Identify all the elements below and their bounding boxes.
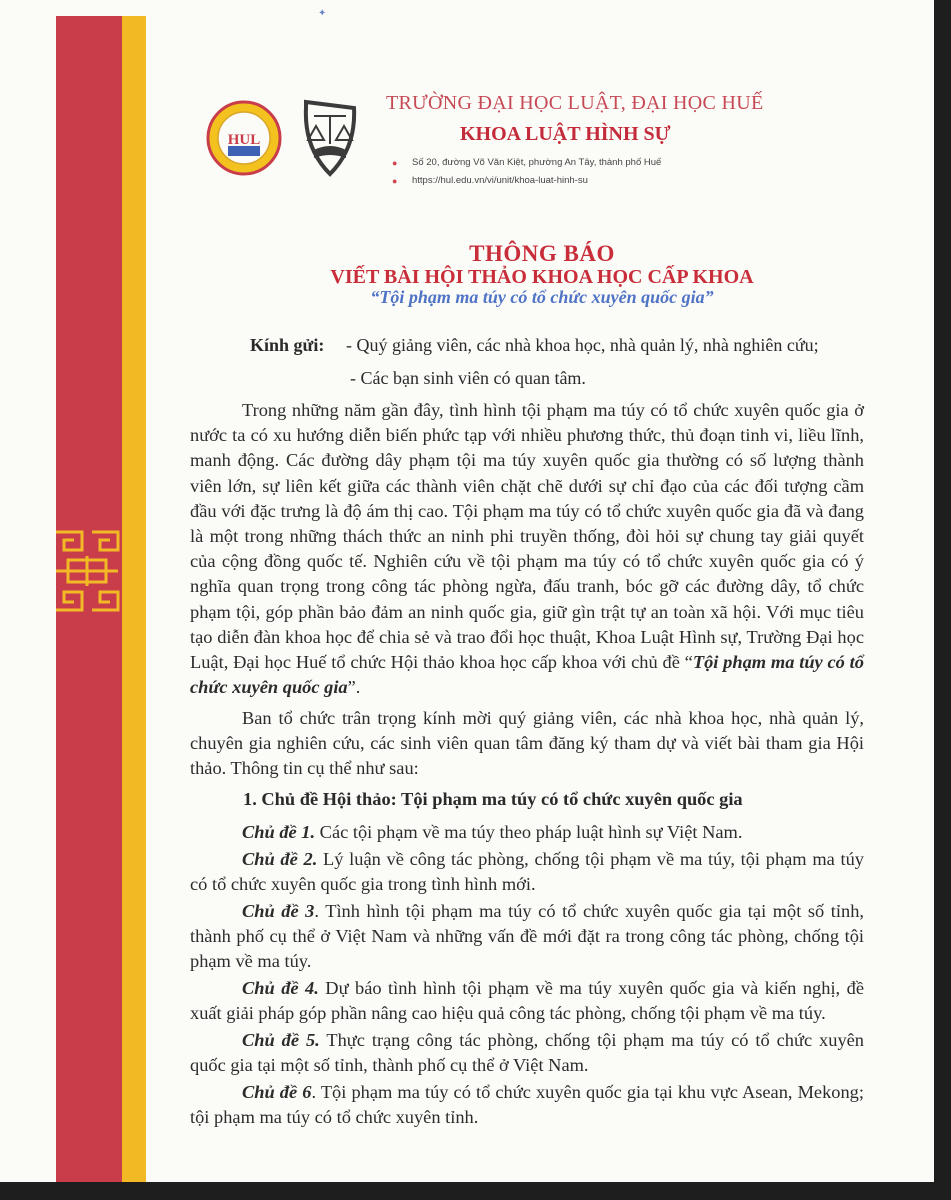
notice-title: THÔNG BÁO xyxy=(469,241,615,266)
recipient-line: - Quý giảng viên, các nhà khoa học, nhà quản lý, nhà nghiên cứu; xyxy=(346,335,819,355)
notice-subtitle: VIẾT BÀI HỘI THẢO KHOA HỌC CẤP KHOA xyxy=(330,266,754,288)
invitation-paragraph xyxy=(190,706,864,782)
yellow-side-stripe xyxy=(122,16,146,1182)
intro-paragraph xyxy=(190,398,864,700)
list-item xyxy=(190,976,864,1026)
hul-logo-text: HUL xyxy=(227,132,261,148)
list-item xyxy=(190,1080,864,1130)
scan-mark: ✦ xyxy=(318,8,327,19)
hul-logo xyxy=(208,102,280,174)
intro-text: Trong những năm gần đây, tình hình tội phạm ma túy có tổ chức xuyên quốc gia ở nước ta có xu hướng diễn biến phức tạp với nhiều phương thức, thủ đoạn tinh vi, liều lĩnh, manh động. Các đường dây phạm tội ma túy xuyên quốc gia thường có số lượng thành viên lớn, sự liên kết giữa các thành viên chặt chẽ dưới sự chỉ đạo của các đối tượng cầm đầu với đặc trưng là độ ám thị cao. Tội phạm ma túy có tổ chức xuyên quốc gia đã và đang là một trong những thách thức an ninh phi truyền thống, đòi hỏi sự chung tay giải quyết của cộng đồng quốc tế. Nghiên cứu về tội phạm ma túy có tổ chức xuyên quốc gia có ý nghĩa quan trọng trong công tác phòng ngừa, đấu tranh, bóc gỡ các đường dây, tổ chức phạm tội, góp phần bảo đảm an ninh quốc gia, giữ gìn trật tự an toàn xã hội. Với mục tiêu tạo diễn đàn khoa học để chia sẻ và trao đổi học thuật, Khoa Luật Hình sự, Trường Đại học Luật, Đại học Huế tổ chức Hội thảo khoa học cấp khoa với chủ đề “ xyxy=(190,400,864,673)
recipients-label: Kính gửi: xyxy=(250,335,325,355)
location-pin-icon: ● xyxy=(392,157,398,168)
list-item xyxy=(190,1028,864,1078)
topic-list xyxy=(190,820,864,1132)
topic-label: Chủ đề 3 xyxy=(242,900,315,921)
faculty-crest-logo xyxy=(306,102,354,174)
recipient-line: - Các bạn sinh viên có quan tâm. xyxy=(350,368,586,388)
topic-text: Dự báo tình hình tội phạm về ma túy xuyên quốc gia và kiến nghị, đề xuất giải pháp góp phần nâng cao hiệu quả công tác phòng, chống tội phạm về ma túy. xyxy=(190,978,864,1024)
topic-text: Lý luận về công tác phòng, chống tội phạm về ma túy, tội phạm ma túy có tổ chức xuyên quốc gia trong tình hình mới. xyxy=(190,848,864,894)
topic-text: Các tội phạm về ma túy theo pháp luật hình sự Việt Nam. xyxy=(315,822,743,842)
website-line xyxy=(392,175,588,186)
topic-label: Chủ đề 5. xyxy=(242,1030,320,1050)
topic-label: Chủ đề 6 xyxy=(242,1082,312,1102)
topic-label: Chủ đề 4. xyxy=(242,978,319,998)
university-logos xyxy=(206,96,366,180)
topic-label: Chủ đề 1. xyxy=(242,822,316,842)
address-line xyxy=(392,157,661,168)
fret-pattern-ornament xyxy=(52,526,122,616)
intro-emphasis: Tội phạm ma túy có tổ chức xuyên quốc gia xyxy=(190,652,864,698)
invitation-text: Ban tổ chức trân trọng kính mời quý giảng viên, các nhà khoa học, nhà quản lý, chuyên gia nghiên cứu, các sinh viên quan tâm đăng ký tham dự và viết bài tham gia Hội thảo. Thông tin cụ thể như sau: xyxy=(190,708,864,779)
topic-text: . Tội phạm ma túy có tổ chức xuyên quốc gia tại khu vực Asean, Mekong; tội phạm ma túy có tổ chức xuyên tỉnh. xyxy=(190,1082,864,1128)
topic-text: . Tình hình tội phạm ma túy có tổ chức xuyên quốc gia tại một số tỉnh, thành phố cụ thể ở Việt Nam và những vấn đề mới đặt ra trong công tác phòng, chống tội phạm về ma túy. xyxy=(190,900,864,972)
list-item xyxy=(190,899,864,975)
topic-label: Chủ đề 2. xyxy=(242,848,318,869)
faculty-name: KHOA LUẬT HÌNH SỰ xyxy=(460,123,671,145)
intro-end: ”. xyxy=(347,677,361,698)
university-name: TRƯỜNG ĐẠI HỌC LUẬT, ĐẠI HỌC HUẾ xyxy=(386,92,764,114)
website-link[interactable]: https://hul.edu.vn/vi/unit/khoa-luat-hinh-su xyxy=(412,175,588,186)
globe-icon: ● xyxy=(392,175,398,186)
section-heading: 1. Chủ đề Hội thảo: Tội phạm ma túy có tổ chức xuyên quốc gia xyxy=(243,789,743,809)
notice-topic: “Tội phạm ma túy có tổ chức xuyên quốc gia” xyxy=(370,287,714,307)
topic-text: Thực trạng công tác phòng, chống tội phạm ma túy có tổ chức xuyên quốc gia tại một số tỉnh, thành phố cụ thể ở Việt Nam. xyxy=(190,1030,864,1076)
address-text: Số 20, đường Võ Văn Kiệt, phường An Tây, thành phố Huế xyxy=(412,157,662,168)
list-item xyxy=(190,847,864,897)
list-item xyxy=(190,820,864,845)
